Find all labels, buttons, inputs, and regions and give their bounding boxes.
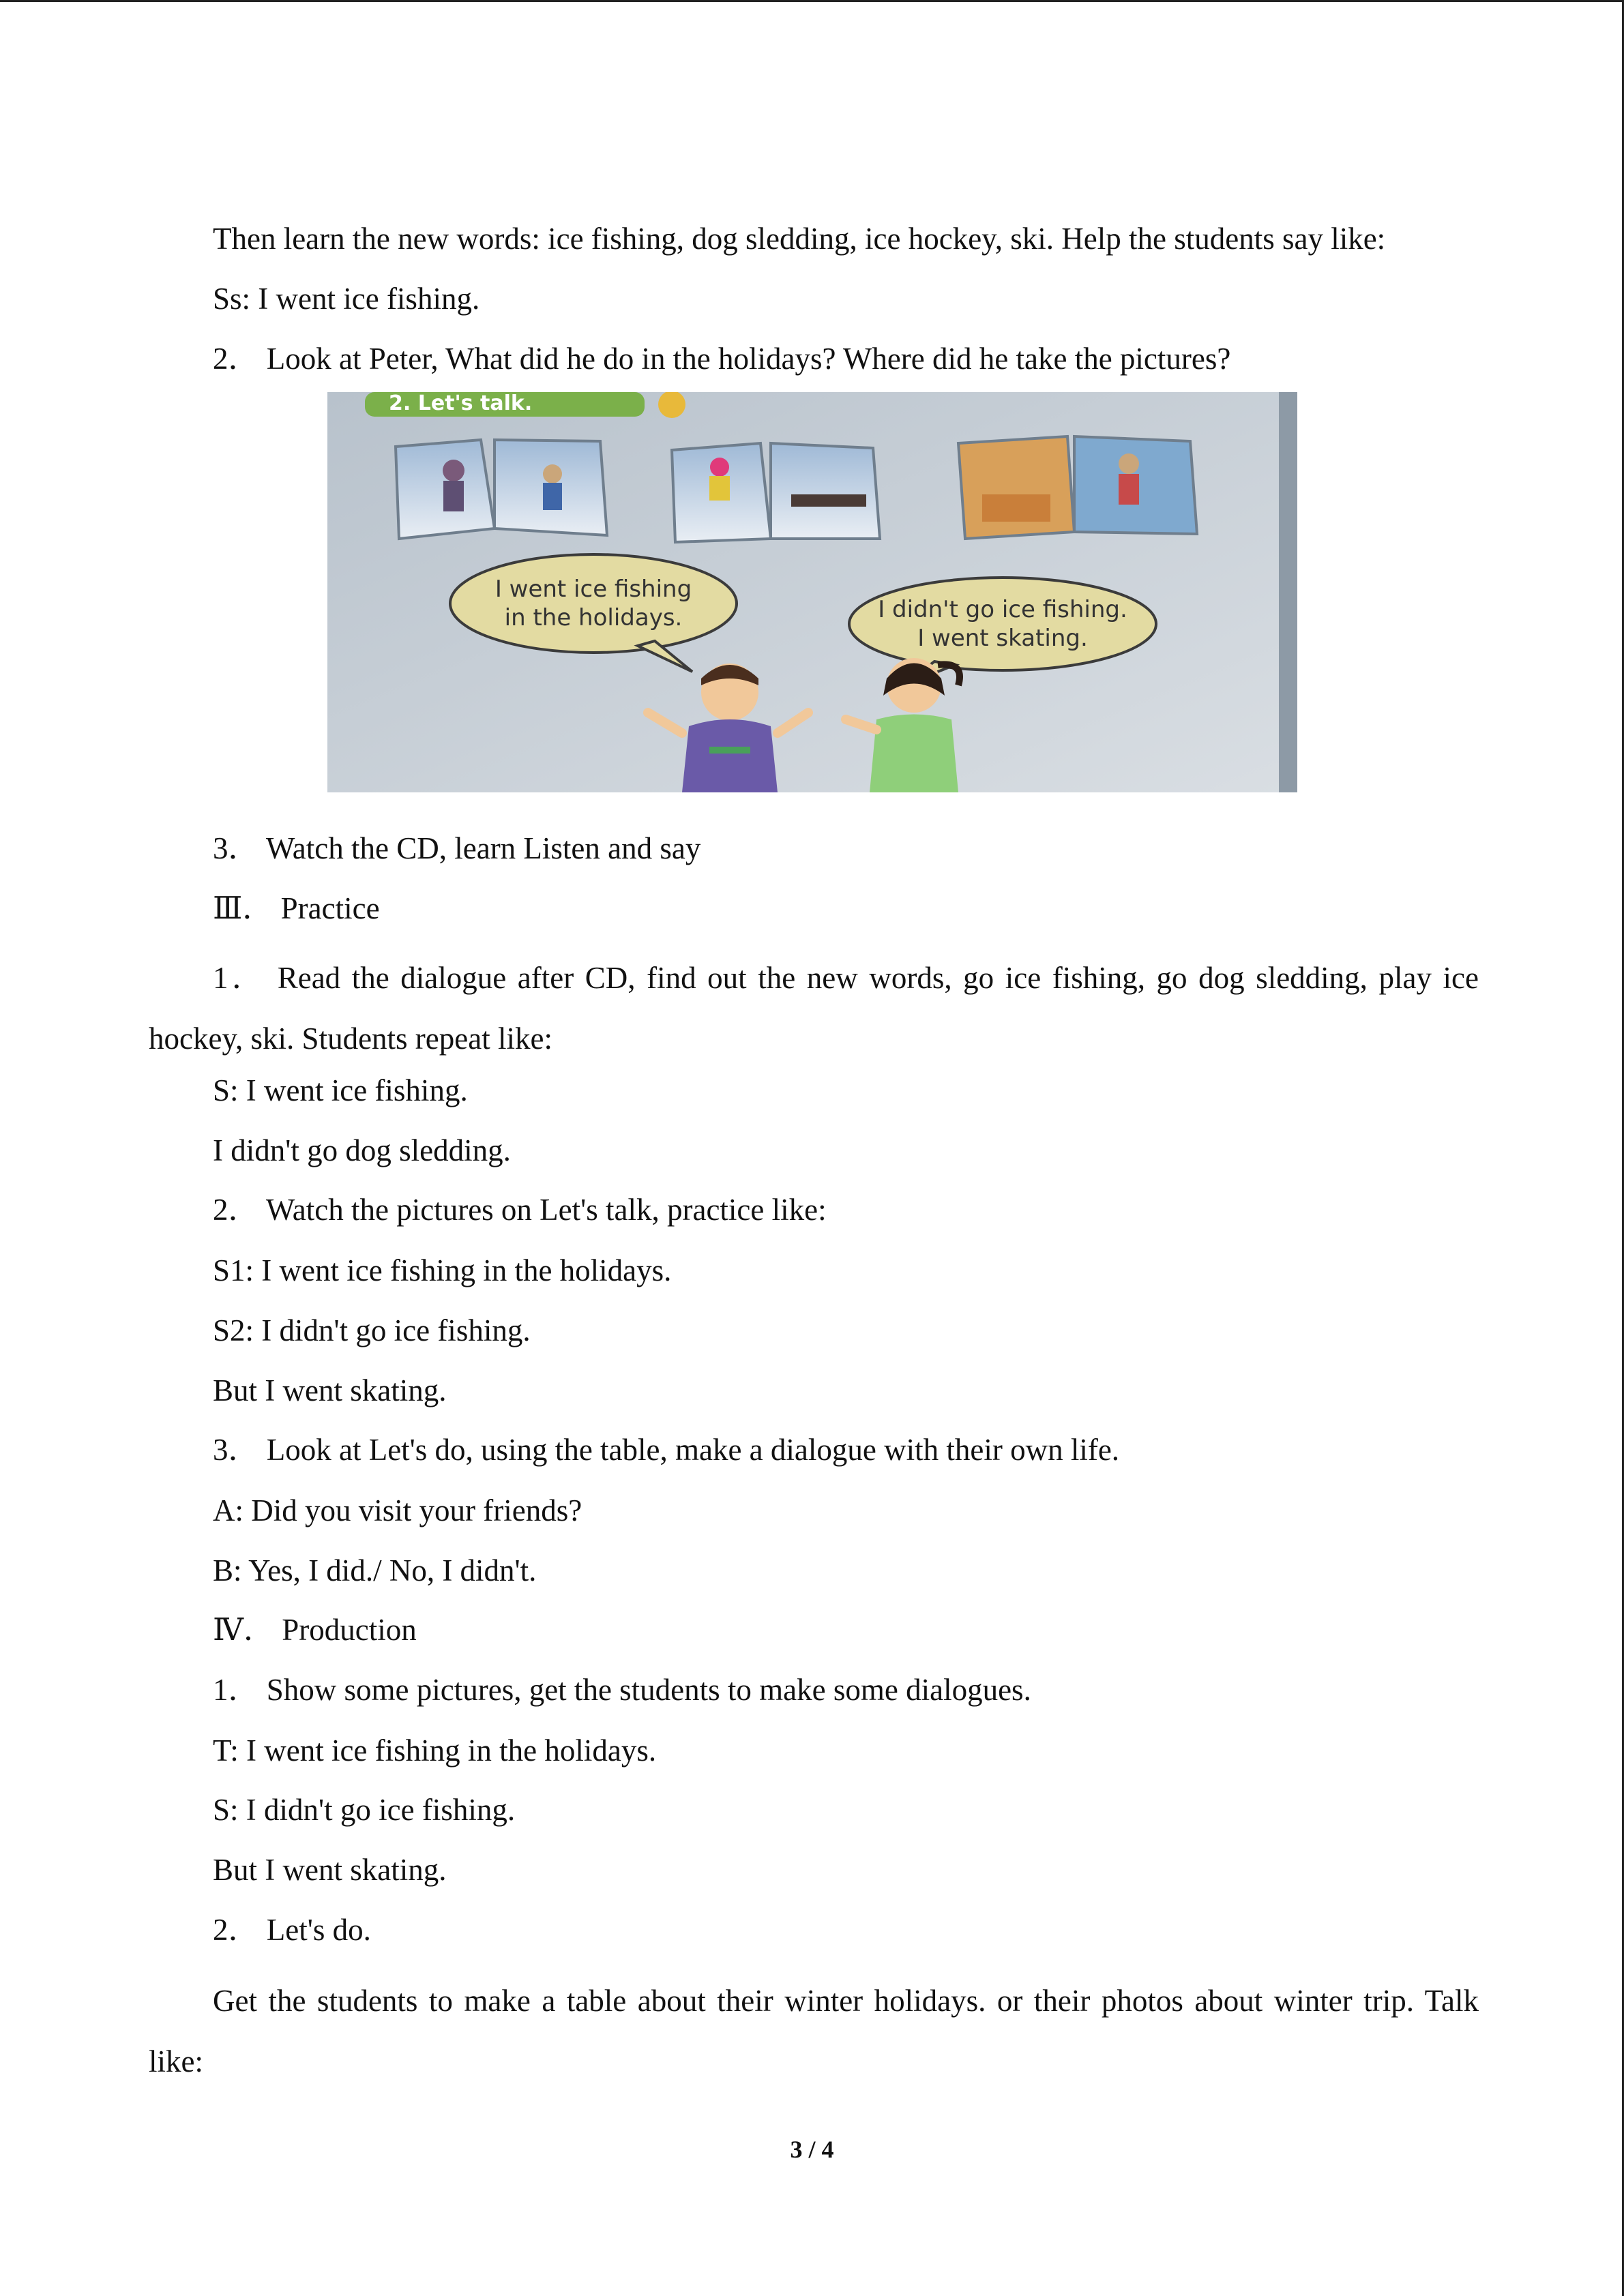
paragraph: I didn't go dog sledding. <box>213 1133 511 1167</box>
bubble-right-line-2: I went skating. <box>917 625 1088 652</box>
textbook-photo <box>327 392 1297 792</box>
page-number: 3 / 4 <box>790 2136 834 2163</box>
paragraph: 3． Look at Let's do, using the table, make a dialogue with their own life. <box>213 1433 1120 1467</box>
paragraph: Then learn the new words: ice fishing, dog sledding, ice hockey, ski. Help the students say like: <box>213 222 1386 256</box>
paragraph: A: Did you visit your friends? <box>213 1493 582 1527</box>
book-picture-2 <box>672 443 880 542</box>
paragraph: S: I didn't go ice fishing. <box>213 1793 516 1827</box>
section-header: 2. Let's talk. <box>389 392 533 415</box>
section-heading: Ⅲ． Practice <box>213 891 380 925</box>
paragraph: 2． Look at Peter, What did he do in the holidays? Where did he take the pictures? <box>213 342 1231 376</box>
book-picture-3 <box>958 436 1197 539</box>
paragraph: Ss: I went ice fishing. <box>213 282 480 316</box>
paragraph: 1． Show some pictures, get the students to make some dialogues. <box>213 1673 1031 1707</box>
paragraph: But I went skating. <box>213 1853 447 1887</box>
bubble-left-line-2: in the holidays. <box>504 604 683 631</box>
bubble-right-line-1: I didn't go ice fishing. <box>878 596 1127 623</box>
paragraph: But I went skating. <box>213 1373 447 1407</box>
bubble-left-line-1: I went ice fishing <box>494 576 692 603</box>
top-border <box>0 0 1624 2</box>
paragraph: S2: I didn't go ice fishing. <box>213 1313 531 1347</box>
paragraph: T: I went ice fishing in the holidays. <box>213 1733 657 1768</box>
paragraph: S: I went ice fishing. <box>213 1073 468 1107</box>
paragraph: 1． Read the dialogue after CD, find out the new words, go ice fishing, go dog sledding, play ice hockey, ski. Students repeat like: <box>149 961 1479 1056</box>
paragraph: B: Yes, I did./ No, I didn't. <box>213 1553 537 1587</box>
paragraph: Get the students to make a table about their winter holidays. or their photos about winter trip. Talk like: <box>149 1984 1479 2078</box>
paragraph: 3． Watch the CD, learn Listen and say <box>213 831 701 865</box>
paragraph: 2． Let's do. <box>213 1913 371 1947</box>
paragraph: 2． Watch the pictures on Let's talk, practice like: <box>213 1193 827 1227</box>
paragraph: S1: I went ice fishing in the holidays. <box>213 1253 672 1287</box>
book-picture-1 <box>396 440 607 539</box>
section-heading: Ⅳ． Production <box>213 1613 417 1647</box>
